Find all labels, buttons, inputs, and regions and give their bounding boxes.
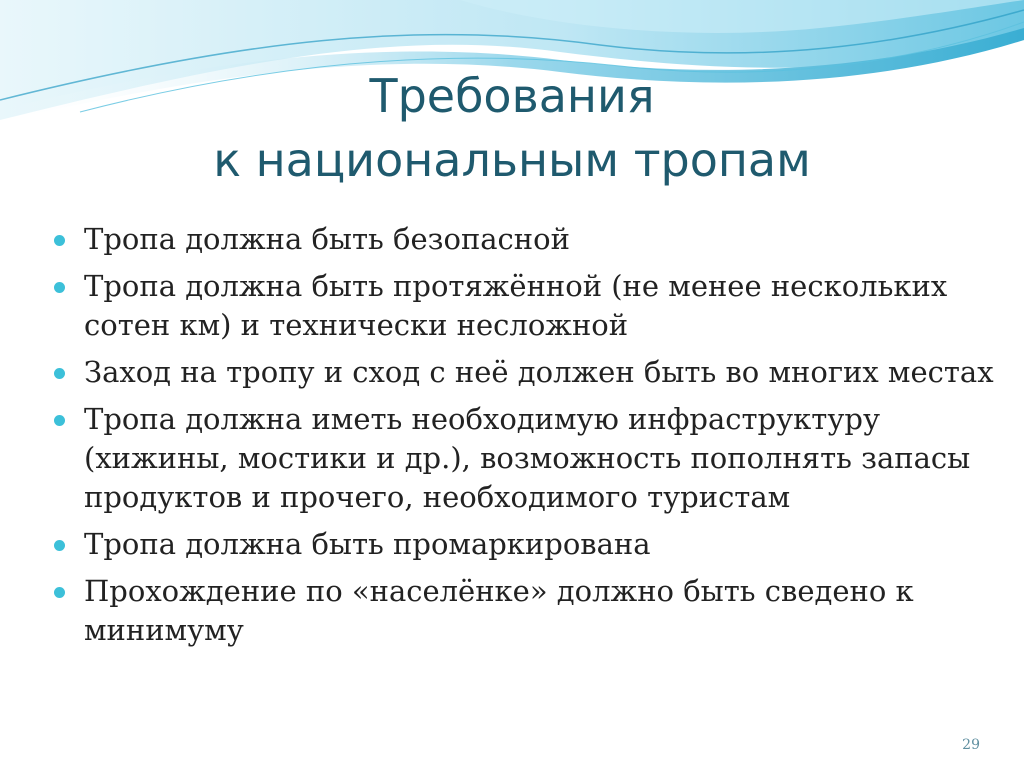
bullet-item-1 — [54, 220, 994, 259]
bullet-item-3 — [54, 353, 994, 392]
bullet-item-5 — [54, 525, 994, 564]
bullet-dot-icon — [54, 587, 65, 598]
slide-title-line-1: Требования — [369, 69, 655, 123]
bullet-item-6 — [54, 572, 994, 650]
bullet-item-2 — [54, 267, 994, 345]
bullet-text: Тропа должна быть протяжённой (не менее нескольких сотен км) и технически несложной — [84, 269, 948, 342]
bullet-text: Прохождение по «населёнке» должно быть сведено к минимуму — [84, 574, 914, 647]
bullet-dot-icon — [54, 235, 65, 246]
bullet-item-4 — [54, 400, 994, 517]
bullet-text: Тропа должна иметь необходимую инфраструктуру (хижины, мостики и др.), возможность пополнять запасы продуктов и прочего, необходимого туристам — [84, 402, 971, 514]
slide-title — [0, 64, 1024, 192]
slide-title-line-2: к национальным тропам — [213, 133, 811, 187]
bullet-text: Заход на тропу и сход с неё должен быть во многих местах — [84, 355, 994, 389]
page-number: 29 — [962, 737, 980, 753]
bullet-dot-icon — [54, 368, 65, 379]
bullet-dot-icon — [54, 540, 65, 551]
bullet-text: Тропа должна быть промаркирована — [84, 527, 651, 561]
bullet-text: Тропа должна быть безопасной — [84, 222, 570, 256]
bullet-list — [54, 220, 994, 658]
bullet-dot-icon — [54, 415, 65, 426]
bullet-dot-icon — [54, 282, 65, 293]
